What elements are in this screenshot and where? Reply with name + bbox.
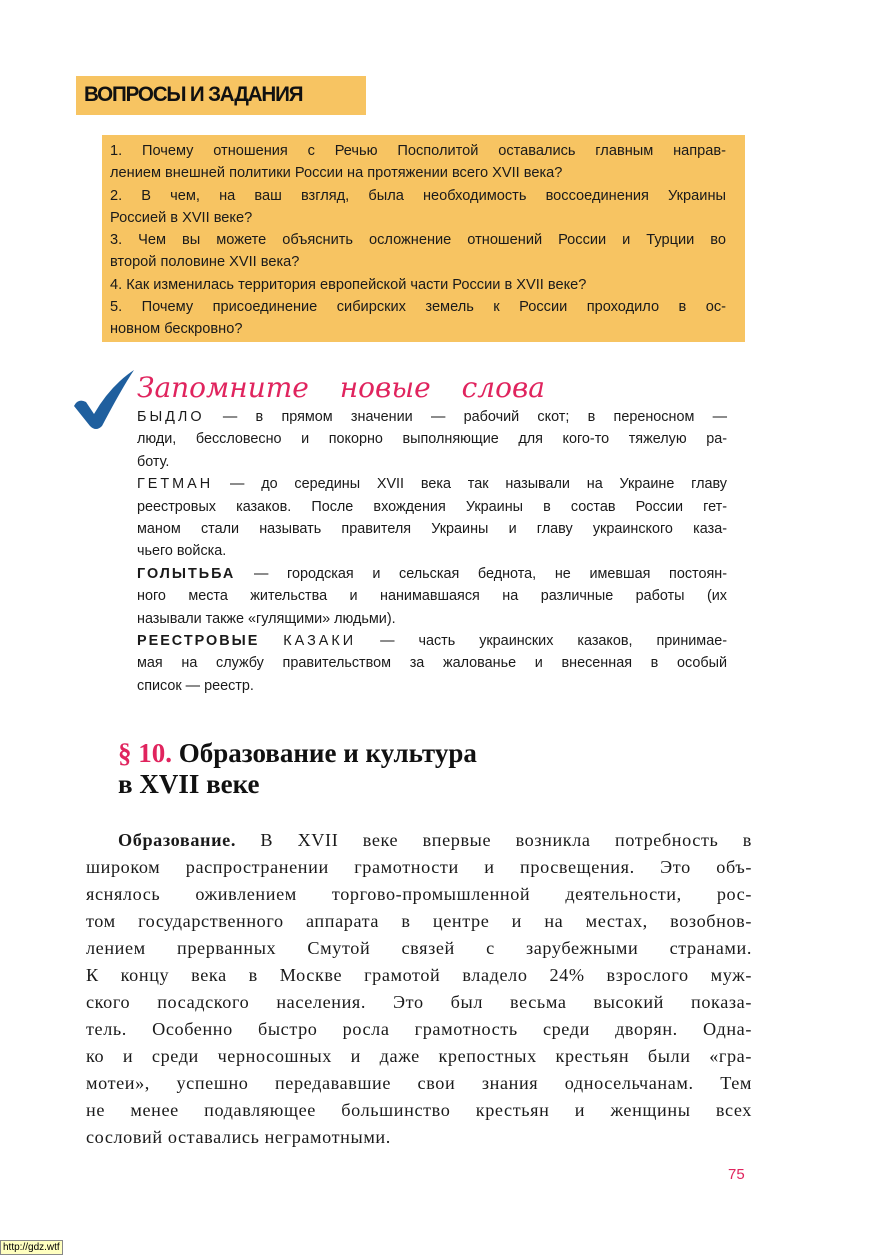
body-line bbox=[86, 989, 752, 1016]
question-line: 3. Чем вы можете объяснить осложнение отношений России и Турции во bbox=[110, 232, 726, 249]
body-text: широком распространении грамотности и просвещения. Это объ- bbox=[86, 857, 752, 877]
body-text: яснялось оживлением торгово-промышленной деятельности, рос- bbox=[86, 884, 752, 904]
body-line bbox=[86, 1070, 752, 1097]
body-text: ского посадского населения. Это был весьма высокий показа- bbox=[86, 992, 752, 1012]
question-line: 1. Почему отношения с Речью Посполитой оставались главным направ- bbox=[110, 143, 726, 159]
definition-text: люди, бессловесно и покорно выполняющие для кого-то тяжелую ра- bbox=[137, 431, 727, 448]
definition-line bbox=[137, 451, 727, 473]
body-line bbox=[86, 854, 752, 881]
body-line bbox=[86, 1043, 752, 1070]
definition-text: список — реестр. bbox=[137, 677, 254, 694]
section-title-line2: в XVII веке bbox=[118, 769, 260, 799]
definition-text: — городская и сельская беднота, не имевшая постоян- bbox=[253, 565, 727, 582]
questions-header bbox=[76, 76, 366, 115]
definition-text: боту. bbox=[137, 453, 170, 470]
definition-line bbox=[137, 406, 727, 428]
body-paragraph bbox=[86, 827, 752, 1151]
definition-line bbox=[137, 428, 727, 450]
body-text: лением прерванных Смутой связей с зарубежными странами. bbox=[86, 938, 752, 958]
question-line: новном бескровно? bbox=[110, 321, 243, 338]
definition-line bbox=[137, 563, 727, 585]
body-text: К концу века в Москве грамотой владело 24% взрослого муж- bbox=[86, 965, 752, 985]
definition-line bbox=[137, 630, 727, 652]
definition-text: реестровых казаков. После вхождения Украины в состав России гет- bbox=[137, 498, 727, 515]
section-heading bbox=[118, 738, 477, 800]
question-line: 2. В чем, на ваш взгляд, была необходимость воссоединения Украины bbox=[110, 187, 726, 204]
definition-text: — до середины XVII века так называли на Украине главу bbox=[230, 476, 728, 493]
body-lead: Образование. bbox=[118, 830, 236, 850]
definition-term: БЫДЛО bbox=[137, 409, 205, 425]
question-line: 5. Почему присоединение сибирских земель к России проходило в ос- bbox=[110, 299, 726, 316]
question-line: 4. Как изменилась территория европейской части России в XVII веке? bbox=[110, 276, 587, 293]
definition-line bbox=[137, 473, 727, 495]
body-text: В XVII веке впервые возникла потребность в bbox=[260, 830, 752, 850]
definition-line bbox=[137, 675, 727, 697]
body-text: сословий оставались неграмотными. bbox=[86, 1127, 391, 1147]
body-text: не менее подавляющее большинство крестьян и женщины всех bbox=[86, 1100, 752, 1120]
body-line bbox=[86, 881, 752, 908]
watermark-link[interactable]: http://gdz.wtf bbox=[0, 1240, 63, 1255]
question-line: второй половине XVII века? bbox=[110, 254, 300, 271]
definition-line bbox=[137, 585, 727, 607]
definition-text: — часть украинских казаков, принимае- bbox=[380, 632, 727, 649]
body-line bbox=[86, 827, 752, 854]
definition-line bbox=[137, 608, 727, 630]
page-number: 75 bbox=[728, 1166, 745, 1183]
question-line: лением внешней политики России на протяжении всего XVII века? bbox=[110, 165, 563, 182]
remember-title: Запомните новые слова bbox=[137, 371, 545, 404]
questions-header-text: ВОПРОСЫ И ЗАДАНИЯ bbox=[84, 83, 303, 106]
definition-text: называли также «гулящими» людьми). bbox=[137, 610, 396, 627]
question-line: Россией в XVII веке? bbox=[110, 209, 253, 226]
section-number: § 10. bbox=[118, 738, 172, 768]
definition-text: мая на службу правительством за жалованье и внесенная в особый bbox=[137, 655, 727, 672]
definition-text: ного места жительства и нанимавшаяся на различные работы (их bbox=[137, 588, 727, 605]
section-title-line1: Образование и культура bbox=[178, 738, 477, 768]
checkmark-icon bbox=[72, 368, 138, 432]
questions-list bbox=[110, 140, 726, 341]
definition-line bbox=[137, 496, 727, 518]
definition-line bbox=[137, 540, 727, 562]
definition-line bbox=[137, 652, 727, 674]
body-text: тель. Особенно быстро росла грамотность среди дворян. Одна- bbox=[86, 1019, 752, 1039]
body-line bbox=[86, 1097, 752, 1124]
body-text: мотеи», успешно передававшие свои знания односельчанам. Тем bbox=[86, 1073, 752, 1093]
definition-line bbox=[137, 518, 727, 540]
body-line bbox=[86, 1016, 752, 1043]
body-line bbox=[86, 908, 752, 935]
definition-text: чьего войска. bbox=[137, 543, 227, 560]
definition-text: — в прямом значении — рабочий скот; в переносном — bbox=[222, 409, 728, 425]
body-text: том государственного аппарата в центре и на местах, возобнов- bbox=[86, 911, 752, 931]
definition-term: ГЕТМАН bbox=[137, 476, 214, 493]
definition-term: ГОЛЫТЬБА bbox=[137, 565, 236, 582]
definitions-list bbox=[137, 406, 727, 697]
definition-term-2: КАЗАКИ bbox=[283, 632, 357, 649]
definition-term: РЕЕСТРОВЫЕ bbox=[137, 632, 260, 649]
definition-text: маном стали называть правителя Украины и главу украинского каза- bbox=[137, 520, 727, 537]
body-line bbox=[86, 1124, 752, 1151]
body-line bbox=[86, 935, 752, 962]
body-line bbox=[86, 962, 752, 989]
body-text: ко и среди черносошных и даже крепостных крестьян были «гра- bbox=[86, 1046, 752, 1066]
